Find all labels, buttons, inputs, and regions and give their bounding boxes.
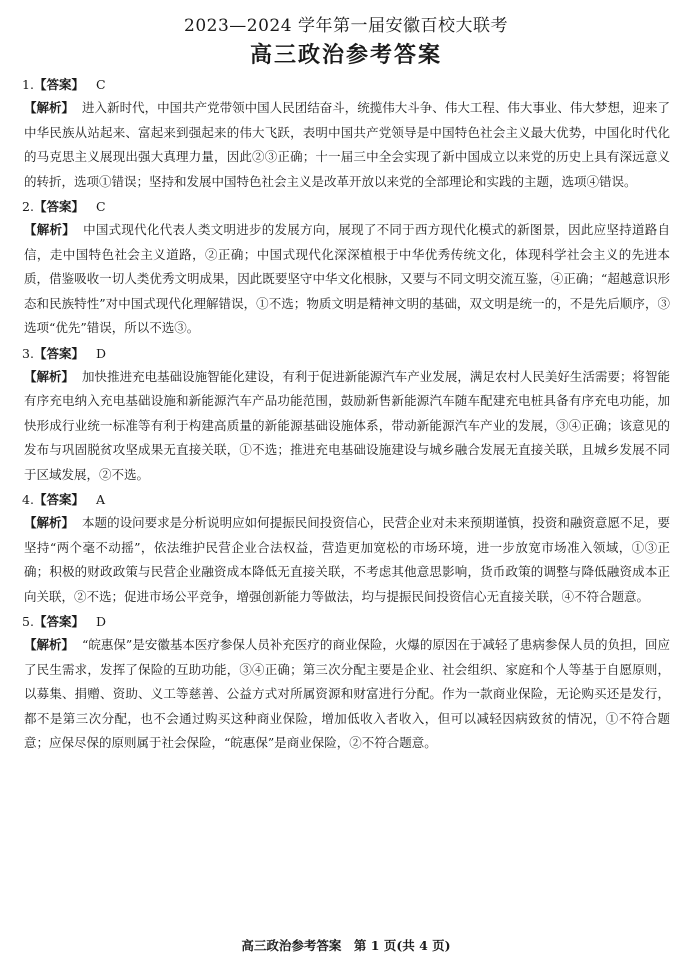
answer-label: 【答案】 xyxy=(33,345,84,361)
answer-line xyxy=(22,74,670,96)
question-number: 5. xyxy=(22,614,34,629)
analysis-label: 【解析】 xyxy=(24,515,75,530)
answer-label: 【答案】 xyxy=(33,199,84,214)
analysis-label: 【解析】 xyxy=(24,368,75,384)
analysis-text: 加快推进充电基础设施智能化建设，有利于促进新能源汽车产业发展，满足农村人民美好生活需要；将智能有序充电纳入充电基础设施和新能源汽车产品功能范围，鼓励新售新能源汽车随车配建充电桩具备有序充电功能，加快形成行业统一标准等有利于构建高质量的新能源基础设施体系，带动新能源汽车产业的发展，③④正确；该意见的发布与巩固脱贫攻坚成果无直接关联，①不选；推进充电基础设施建设与城乡融合发展无直接关联，且城乡发展不同于区域发展，②不选。 xyxy=(24,368,670,482)
analysis-label: 【解析】 xyxy=(24,637,75,652)
answer-line xyxy=(22,196,670,218)
question-number: 3. xyxy=(22,345,34,361)
question-block xyxy=(22,74,670,194)
analysis-text: 本题的设问要求是分析说明应如何提振民间投资信心，民营企业对未来预期谨慎，投资和融资意愿不足，要坚持“两个毫不动摇”，依法维护民营企业合法权益，营造更加宽松的市场环境，进一步放宽市场准入领域，①③正确；积极的财政政策与民营企业融资成本降低无直接关联，不考虑其他意思影响，货币政策的调整与降低融资成本正向关联，②不选；促进市场公平竞争，增强创新能力等做法，均与提振民间投资信心无直接关联，④不符合题意。 xyxy=(24,515,670,604)
answer-line xyxy=(22,611,670,633)
analysis-paragraph xyxy=(24,511,670,609)
page-footer: 高三政治参考答案 第 1 页(共 4 页) xyxy=(241,938,451,953)
analysis-text: “皖惠保”是安徽基本医疗参保人员补充医疗的商业保险，火爆的原因在于减轻了患病参保人员的负担，回应了民生需求，发挥了保险的互助功能，③④正确；第三次分配主要是企业、社会组织、家庭和个人等基于自愿原则，以募集、捐赠、资助、义工等慈善、公益方式对所属资源和财富进行分配。作为一款商业保险，无论购买还是发行，都不是第三次分配，也不会通过购买这种商业保险，增加低收入者收入，但可以减轻因病致贫的情况，①不符合题意；应保尽保的原则属于社会保险，“皖惠保”是商业保险，②不符合题意。 xyxy=(24,637,670,750)
answer-value: C xyxy=(95,77,106,92)
question-number: 1. xyxy=(22,77,34,92)
question-number: 2. xyxy=(22,199,34,214)
analysis-text: 中国式现代化代表人类文明进步的发展方向，展现了不同于西方现代化模式的新图景，因此应坚持道路自信，走中国特色社会主义道路，②正确；中国式现代化深深植根于中华优秀传统文化，体现科学社会主义的先进本质，借鉴吸收一切人类优秀文明成果，因此既要坚守中华文化根脉，又要与不同文明交流互鉴，④正确；“超越意识形态和民族特性”对中国式现代化理解错误，①不选；物质文明是精神文明的基础，双文明是统一的，不是先后顺序，③选项“优先”错误，所以不选③。 xyxy=(24,222,670,335)
analysis-paragraph xyxy=(24,365,670,488)
answer-label: 【答案】 xyxy=(33,614,84,629)
answer-label: 【答案】 xyxy=(33,77,84,92)
answer-value: A xyxy=(95,492,105,507)
analysis-label: 【解析】 xyxy=(24,222,76,237)
analysis-paragraph xyxy=(24,633,670,756)
question-list xyxy=(22,74,670,756)
document-title: 高三政治参考答案 xyxy=(249,42,442,68)
question-block xyxy=(22,489,670,609)
answer-label: 【答案】 xyxy=(33,492,84,507)
question-block xyxy=(22,343,670,488)
question-block xyxy=(22,196,670,341)
analysis-paragraph xyxy=(24,96,670,194)
answer-value: C xyxy=(95,199,106,214)
exam-title: 2023—2024 学年第一届安徽百校大联考 xyxy=(184,16,508,36)
analysis-label: 【解析】 xyxy=(24,100,75,115)
answer-value: D xyxy=(95,614,106,629)
question-number: 4. xyxy=(22,492,34,507)
answer-value: D xyxy=(95,345,106,361)
analysis-paragraph xyxy=(24,218,670,341)
answer-line xyxy=(22,489,670,511)
answer-line xyxy=(22,343,670,365)
question-block xyxy=(22,611,670,756)
analysis-text: 进入新时代，中国共产党带领中国人民团结奋斗，统揽伟大斗争、伟大工程、伟大事业、伟大梦想，迎来了中华民族从站起来、富起来到强起来的伟大飞跃，表明中国共产党领导是中国特色社会主义最大优势，中国化时代化的马克思主义展现出强大真理力量，因此②③正确；十一届三中全会实现了新中国成立以来党的历史上具有深远意义的转折，选项①错误；坚持和发展中国特色社会主义是改革开放以来党的全部理论和实践的主题，选项④错误。 xyxy=(24,100,670,189)
